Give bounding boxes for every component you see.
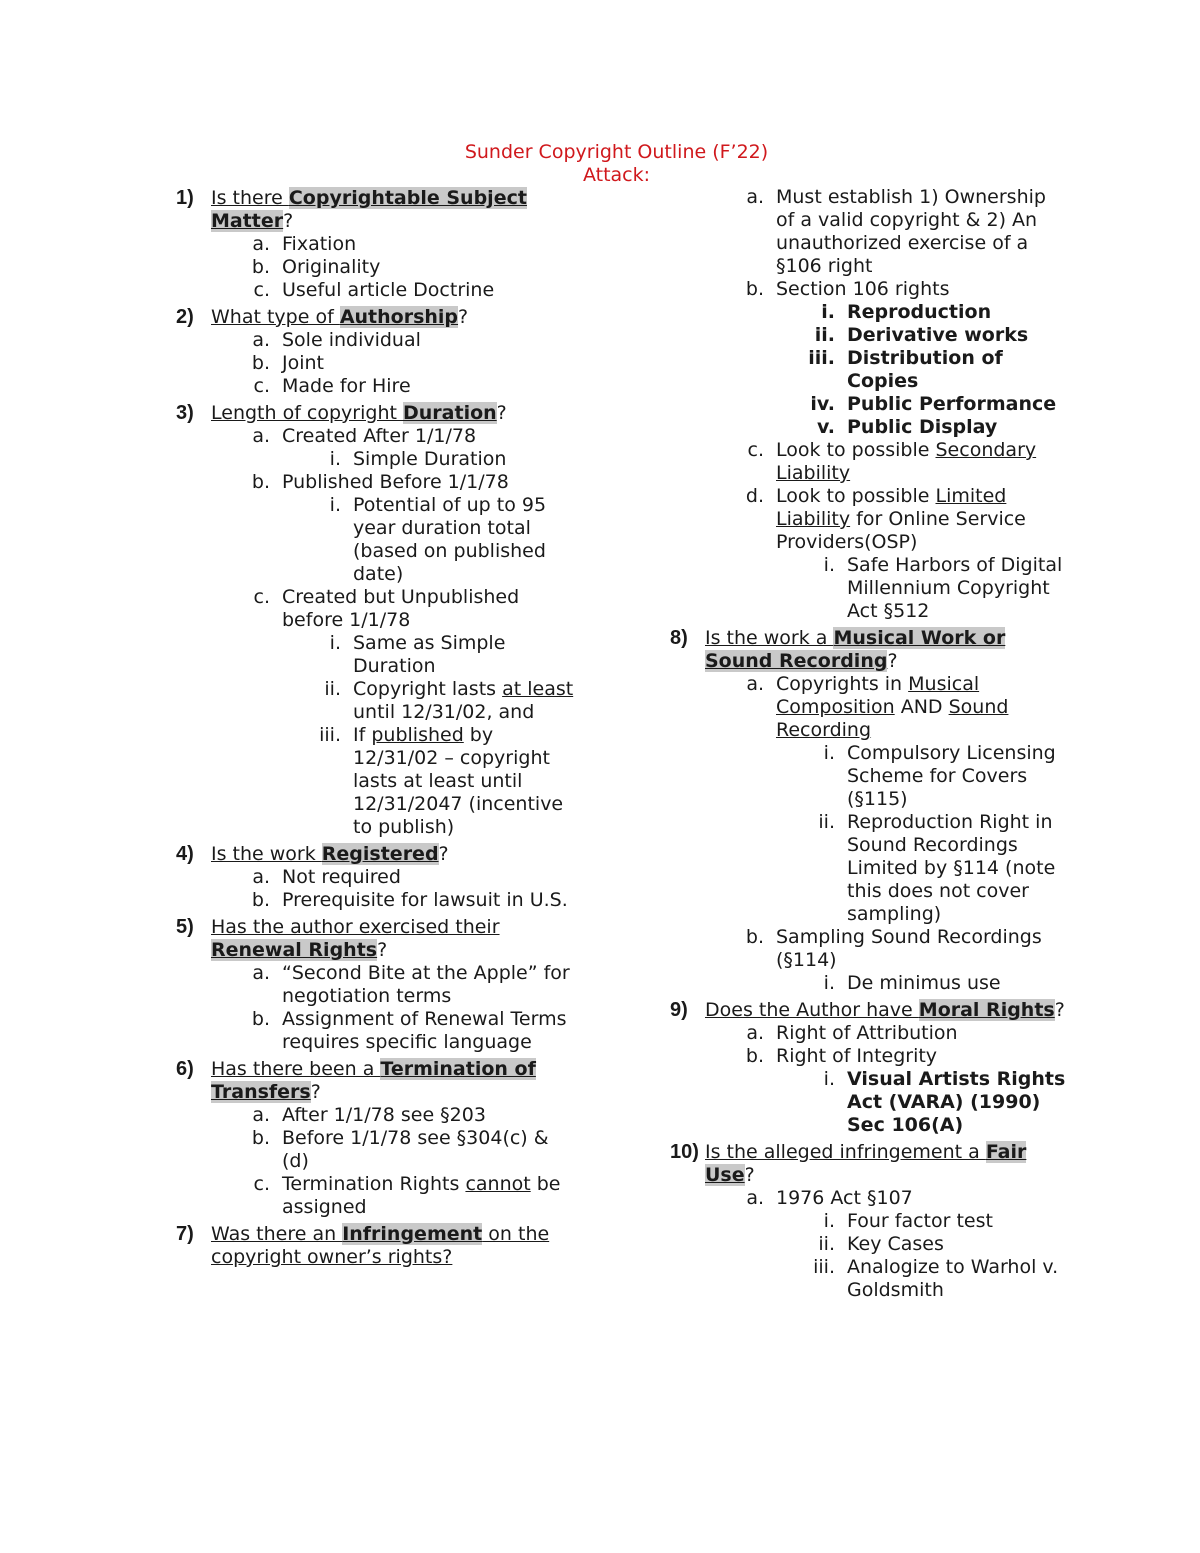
list-item: b. Prerequisite for lawsuit in U.S.: [251, 889, 568, 911]
question-2: [176, 306, 576, 329]
question-number: 9): [670, 999, 688, 1021]
list-item: iii. Distribution of Copies: [808, 347, 1003, 392]
list-item: i. De minimus use: [823, 972, 1001, 994]
list-item: b. Originality: [251, 256, 381, 278]
list-item: a. Not required: [252, 866, 401, 888]
topic-highlight: Termination of Transfers: [211, 1058, 536, 1103]
page-title: Sunder Copyright Outline (F’22): [464, 141, 769, 163]
page-subtitle: Attack:: [582, 164, 651, 186]
question-10: [670, 1141, 1070, 1187]
question-number: 5): [176, 916, 194, 938]
list-item: a. 1976 Act §107: [746, 1187, 913, 1209]
topic-highlight: Duration: [403, 402, 497, 424]
list-item: ii. Copyright lasts at least until 12/31/02, and: [324, 678, 574, 723]
list-item: iv. Public Performance: [810, 393, 1057, 415]
list-item: a. Created After 1/1/78: [252, 425, 477, 447]
list-item: ii. Reproduction Right in Sound Recordings Limited by §114 (note this does not cover sampling): [818, 811, 1056, 925]
question-text: Length of copyright Duration?: [211, 402, 507, 424]
list-item: b. Assignment of Renewal Terms requires specific language: [251, 1008, 567, 1053]
list-item: a. Sole individual: [252, 329, 421, 351]
list-item: i. Simple Duration: [329, 448, 507, 470]
list-item: c. Created but Unpublished before 1/1/78: [253, 586, 520, 631]
list-item: ii. Key Cases: [818, 1233, 944, 1255]
list-item: a. Fixation: [252, 233, 357, 255]
list-item: c. Useful article Doctrine: [253, 279, 495, 301]
right-column: [670, 186, 1070, 1302]
list-item: i. Potential of up to 95 year duration total (based on published date): [329, 494, 547, 585]
list-item: c. Termination Rights cannot be assigned: [253, 1173, 561, 1218]
topic-highlight: Fair Use: [705, 1141, 1027, 1186]
list-item: a. Right of Attribution: [746, 1022, 958, 1044]
question-1: [176, 187, 576, 233]
list-item: v. Public Display: [816, 416, 998, 438]
question-text: What type of Authorship?: [211, 306, 469, 328]
list-item: a. Copyrights in Musical Composition AND Sound Recording: [746, 673, 1009, 741]
question-number: 1): [176, 187, 194, 209]
question-number: 3): [176, 402, 194, 424]
question-number: 4): [176, 843, 194, 865]
topic-highlight: Musical Work or Sound Recording: [705, 627, 1006, 672]
question-text: Has there been a Termination of Transfers?: [211, 1058, 536, 1103]
question-number: 2): [176, 306, 194, 328]
question-7: [176, 1223, 576, 1269]
question-text: Does the Author have Moral Rights?: [705, 999, 1065, 1021]
question-number: 6): [176, 1058, 194, 1080]
list-item: b. Joint: [251, 352, 324, 374]
list-item: d. Look to possible Limited Liability for Online Service Providers(OSP): [745, 485, 1026, 553]
topic-highlight: Renewal Rights: [211, 939, 378, 961]
list-item: c. Made for Hire: [253, 375, 411, 397]
topic-highlight: Registered: [321, 843, 439, 865]
list-item: i. Reproduction: [821, 301, 992, 323]
list-item: i. Safe Harbors of Digital Millennium Copyright Act §512: [823, 554, 1063, 622]
question-8: [670, 627, 1070, 673]
question-5: [176, 916, 576, 962]
topic-highlight: Copyrightable Subject Matter: [211, 187, 527, 232]
list-item: a. Must establish 1) Ownership of a valid copyright & 2) An unauthorized exercise of a §106 right: [746, 186, 1046, 277]
list-item: ii. Derivative works: [814, 324, 1029, 346]
list-item: b. Sampling Sound Recordings (§114): [745, 926, 1042, 971]
list-item: b. Section 106 rights: [745, 278, 950, 300]
question-3: [176, 402, 576, 425]
list-item: b. Published Before 1/1/78: [251, 471, 509, 493]
list-item: iii. Analogize to Warhol v. Goldsmith: [813, 1256, 1059, 1301]
left-column: [176, 187, 576, 1269]
question-text: Is there Copyrightable Subject Matter?: [211, 187, 527, 232]
list-item: a. “Second Bite at the Apple” for negotiation terms: [252, 962, 570, 1007]
list-item: iii. If published by 12/31/02 – copyright lasts at least until 12/31/2047 (incentive to publish): [319, 724, 564, 838]
question-text: Was there an Infringement on the copyright owner’s rights?: [211, 1223, 550, 1268]
list-item: b. Right of Integrity: [745, 1045, 938, 1067]
question-text: Is the work a Musical Work or Sound Recording?: [705, 627, 1006, 672]
question-number: 7): [176, 1223, 194, 1245]
topic-highlight: Moral Rights: [918, 999, 1055, 1021]
question-text: Is the work Registered?: [211, 843, 449, 865]
list-item: i. Compulsory Licensing Scheme for Covers (§115): [823, 742, 1056, 810]
list-item: i. Same as Simple Duration: [329, 632, 506, 677]
list-item: a. After 1/1/78 see §203: [252, 1104, 486, 1126]
list-item: b. Before 1/1/78 see §304(c) & (d): [251, 1127, 549, 1172]
topic-highlight: Infringement: [342, 1223, 483, 1245]
question-4: [176, 843, 576, 866]
question-text: Has the author exercised their Renewal Rights?: [211, 916, 500, 961]
question-number: 10): [670, 1141, 699, 1163]
topic-highlight: Authorship: [339, 306, 459, 328]
list-item: i. Visual Artists Rights Act (VARA) (1990) Sec 106(A): [823, 1068, 1066, 1136]
question-9: [670, 999, 1070, 1022]
list-item: c. Look to possible Secondary Liability: [747, 439, 1037, 484]
question-6: [176, 1058, 576, 1104]
question-number: 8): [670, 627, 688, 649]
list-item: i. Four factor test: [823, 1210, 993, 1232]
question-text: Is the alleged infringement a Fair Use?: [705, 1141, 1027, 1186]
